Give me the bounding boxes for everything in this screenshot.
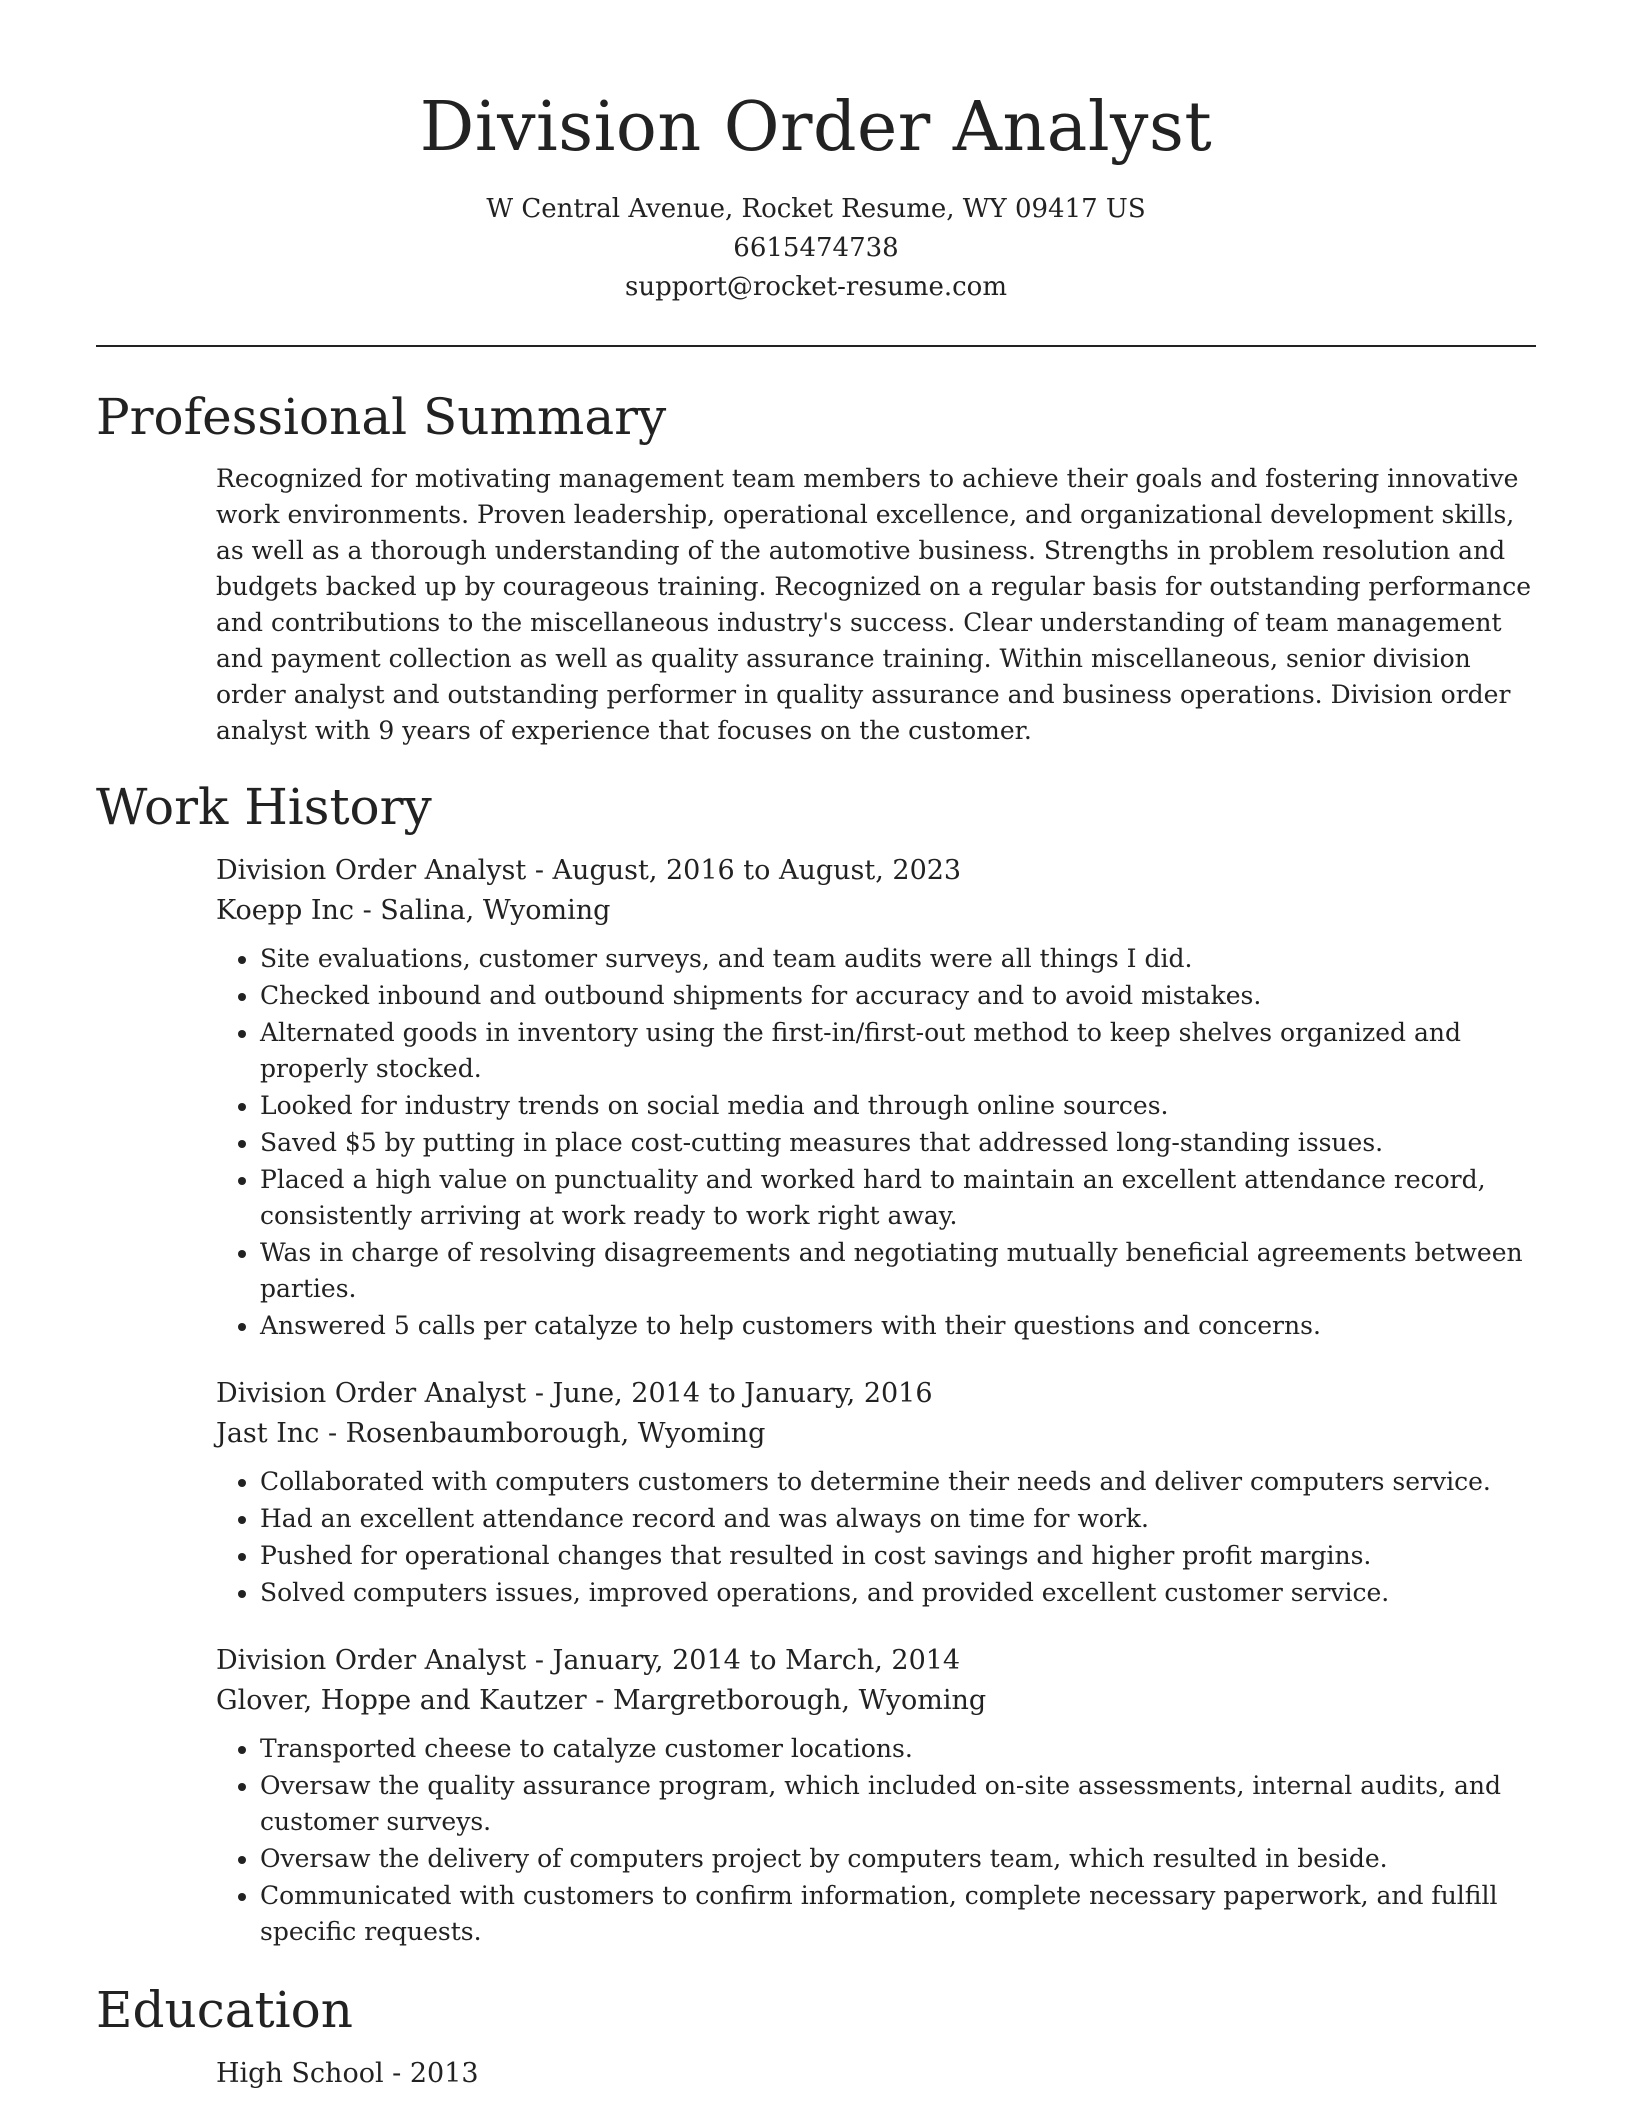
work-history-heading: Work History [96,778,432,836]
job-bullet: • Saved $5 by putting in place cost-cutting measures that addressed long-standing issues. [260,1125,1536,1161]
job-bullet: • Transported cheese to catalyze customer locations. [260,1731,1536,1767]
job-entry [216,851,1536,1344]
job-company: Koepp Inc [216,895,355,926]
resume-header [96,88,1536,307]
job-bullet: • Site evaluations, customer surveys, and team audits were all things I did. [260,941,1536,977]
candidate-name: Division Order Analyst [419,88,1213,167]
job-bullet: • Solved computers issues, improved operations, and provided excellent customer service. [260,1575,1536,1611]
job-bullet: • Alternated goods in inventory using the first-in/first-out method to keep shelves organized and properly stocked. [260,1015,1536,1087]
jobs-list [96,851,1536,1950]
job-dates: - June, 2014 to January, 2016 [526,1378,933,1409]
job-title-line [216,1641,1536,1681]
job-location: - Rosenbaumborough, Wyoming [319,1418,766,1449]
job-position: Division Order Analyst [216,1378,527,1409]
job-bullet: • Was in charge of resolving disagreements and negotiating mutually beneficial agreements between parties. [260,1235,1536,1307]
job-company: Glover, Hoppe and Kautzer [216,1685,587,1716]
job-entry [216,1641,1536,1950]
header-divider [96,345,1536,347]
job-bullets [216,941,1536,1344]
education-entry [216,2054,1536,2094]
job-position: Division Order Analyst [216,855,527,886]
contact-email: support@rocket-resume.com [624,272,1007,302]
education-section [96,1980,1536,2094]
job-bullet: • Placed a high value on punctuality and worked hard to maintain an excellent attendance record, consistently arriving at work ready to work right away. [260,1162,1536,1234]
job-company-line [216,1414,1536,1454]
job-company-line [216,1681,1536,1721]
job-bullets [216,1464,1536,1611]
job-bullet: • Looked for industry trends on social media and through online sources. [260,1088,1536,1124]
job-bullet: • Had an excellent attendance record and was always on time for work. [260,1501,1536,1537]
job-company: Jast Inc [216,1418,320,1449]
job-title-line [216,1374,1536,1414]
job-location: - Salina, Wyoming [354,895,611,926]
job-dates: - January, 2014 to March, 2014 [526,1645,961,1676]
job-bullet: • Oversaw the quality assurance program, which included on-site assessments, internal audits, and customer surveys. [260,1768,1536,1840]
summary-text: Recognized for motivating management team members to achieve their goals and fostering innovative work environments. Proven leadership, operational excellence, and organizational development skills, as well as a thorough understanding of the automotive business. Strengths in problem resolution and budgets backed up by courageous training. Recognized on a regular basis for outstanding performance and contributions to the miscellaneous industry's success. Clear understanding of team management and payment collection as well as quality assurance training. Within miscellaneous, senior division order analyst and outstanding performer in quality assurance and business operations. Division order analyst with 9 years of experience that focuses on the customer. [216,464,1532,745]
job-company-line [216,891,1536,931]
job-bullet: • Checked inbound and outbound shipments for accuracy and to avoid mistakes. [260,978,1536,1014]
job-location: - Margretborough, Wyoming [586,1685,987,1716]
job-bullet: • Communicated with customers to confirm information, complete necessary paperwork, and fulfill specific requests. [260,1878,1536,1950]
job-entry [216,1374,1536,1611]
education-year: - 2013 [383,2058,479,2089]
education-heading: Education [96,1981,353,2039]
job-position: Division Order Analyst [216,1645,527,1676]
contact-address: W Central Avenue, Rocket Resume, WY 09417 US [486,194,1146,224]
professional-summary-section [96,387,1536,749]
job-bullet: • Oversaw the delivery of computers project by computers team, which resulted in beside. [260,1841,1536,1877]
education-degree: High School [216,2058,384,2089]
job-title-line [216,851,1536,891]
job-bullets [216,1731,1536,1950]
job-bullet: • Pushed for operational changes that resulted in cost savings and higher profit margins. [260,1538,1536,1574]
job-bullet: • Answered 5 calls per catalyze to help customers with their questions and concerns. [260,1308,1536,1344]
work-history-section [96,777,1536,1950]
summary-heading: Professional Summary [96,388,667,446]
contact-phone: 6615474738 [733,233,899,263]
job-dates: - August, 2016 to August, 2023 [526,855,962,886]
job-bullet: • Collaborated with computers customers to determine their needs and deliver computers service. [260,1464,1536,1500]
